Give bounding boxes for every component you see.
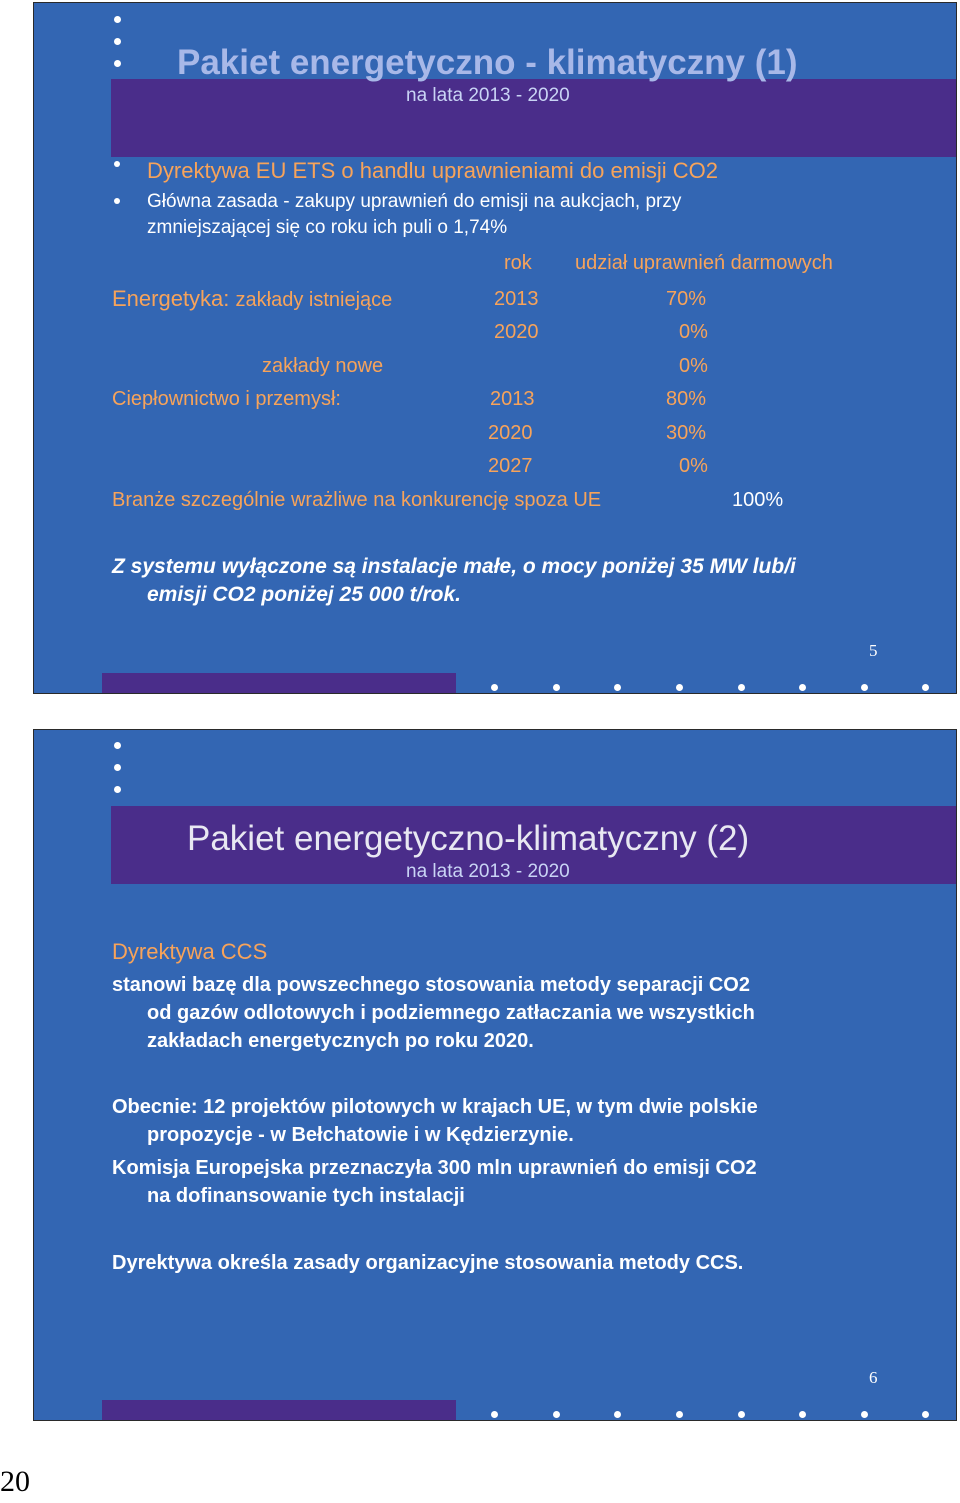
slide-page-number: 6	[869, 1368, 878, 1387]
para3-line-2: na dofinansowanie tych instalacji	[147, 1185, 465, 1207]
slide-1	[33, 2, 957, 694]
principle-line-1: Główna zasada - zakupy uprawnień do emisji na aukcjach, przy	[147, 191, 682, 212]
row-share: 70%	[666, 288, 707, 310]
para2-line-1: Obecnie: 12 projektów pilotowych w krajach UE, w tym dwie polskie	[112, 1096, 758, 1118]
decor-dot	[491, 684, 498, 691]
header-year: rok	[504, 252, 532, 274]
row-year: 2020	[494, 321, 539, 343]
para4: Dyrektywa określa zasady organizacyjne stosowania metody CCS.	[112, 1252, 744, 1274]
ccs-heading: Dyrektywa CCS	[112, 939, 268, 964]
energy-label: Energetyka:	[112, 286, 230, 311]
slide-subtitle: na lata 2013 - 2020	[406, 861, 570, 882]
decor-dot	[614, 684, 621, 691]
row-share: 80%	[666, 388, 707, 410]
row-share: 30%	[666, 422, 707, 444]
heat-label: Ciepłownictwo i przemysł:	[112, 388, 341, 410]
decor-dot	[799, 1411, 806, 1418]
slide-2	[33, 729, 957, 1421]
para2-line-2: propozycje - w Bełchatowie i w Kędzierzynie.	[147, 1124, 574, 1146]
row-year: 2020	[488, 422, 533, 444]
exclusion-line-1: Z systemu wyłączone są instalacje małe, o mocy poniżej 35 MW lub/i	[112, 555, 796, 578]
ets-heading	[147, 158, 718, 184]
row-share: 0%	[679, 355, 708, 377]
para1-line-3: zakładach energetycznych po roku 2020.	[147, 1030, 534, 1052]
slide-subtitle: na lata 2013 - 2020	[406, 85, 570, 106]
decor-dot	[922, 684, 929, 691]
slide-page-number: 5	[869, 641, 878, 660]
bullet	[114, 198, 120, 204]
existing-label: zakłady istniejące	[235, 289, 393, 311]
row-share: 0%	[679, 455, 708, 477]
document-page-number: 20	[0, 1465, 30, 1498]
decor-dot	[114, 60, 121, 67]
para1-line-1: stanowi bazę dla powszechnego stosowania metody separacji CO2	[112, 974, 750, 996]
decor-dot	[861, 1411, 868, 1418]
decor-dot	[676, 684, 683, 691]
decor-dot	[114, 764, 121, 771]
decor-dot	[114, 16, 121, 23]
sensitive-label: Branże szczególnie wrażliwe na konkurencję spoza UE	[112, 489, 602, 511]
footer-band	[102, 1400, 456, 1421]
exclusion-line-2: emisji CO2 poniżej 25 000 t/rok.	[147, 583, 461, 606]
energy-row	[112, 286, 392, 312]
slide-title: Pakiet energetyczno-klimatyczny (2)	[187, 819, 750, 858]
decor-dot	[114, 786, 121, 793]
decor-dot	[114, 38, 121, 45]
decor-dot	[614, 1411, 621, 1418]
ets-suffix: o handlu uprawnieniami do emisji CO2	[335, 158, 719, 183]
para1-line-2: od gazów odlotowych i podziemnego zatłaczania we wszystkich	[147, 1002, 755, 1024]
row-year: 2027	[488, 455, 533, 477]
decor-dot	[738, 684, 745, 691]
ets-prefix: Dyrektywa EU ETS	[147, 158, 336, 183]
decor-dot	[922, 1411, 929, 1418]
sensitive-share: 100%	[732, 489, 784, 511]
decor-dot	[553, 1411, 560, 1418]
header-share: udział uprawnień darmowych	[575, 252, 833, 274]
row-share: 0%	[679, 321, 708, 343]
slide-title: Pakiet energetyczno - klimatyczny (1)	[177, 43, 798, 82]
bullet	[114, 161, 120, 167]
decor-dot	[114, 742, 121, 749]
row-year: 2013	[490, 388, 535, 410]
decor-dot	[553, 684, 560, 691]
footer-band	[102, 673, 456, 694]
decor-dot	[738, 1411, 745, 1418]
decor-dot	[799, 684, 806, 691]
principle-line-2: zmniejszającej się co roku ich puli o 1,74%	[147, 217, 508, 238]
decor-dot	[676, 1411, 683, 1418]
para3-line-1: Komisja Europejska przeznaczyła 300 mln uprawnień do emisji CO2	[112, 1157, 757, 1179]
decor-dot	[861, 684, 868, 691]
new-label: zakłady nowe	[262, 355, 384, 377]
decor-dot	[491, 1411, 498, 1418]
row-year: 2013	[494, 288, 539, 310]
